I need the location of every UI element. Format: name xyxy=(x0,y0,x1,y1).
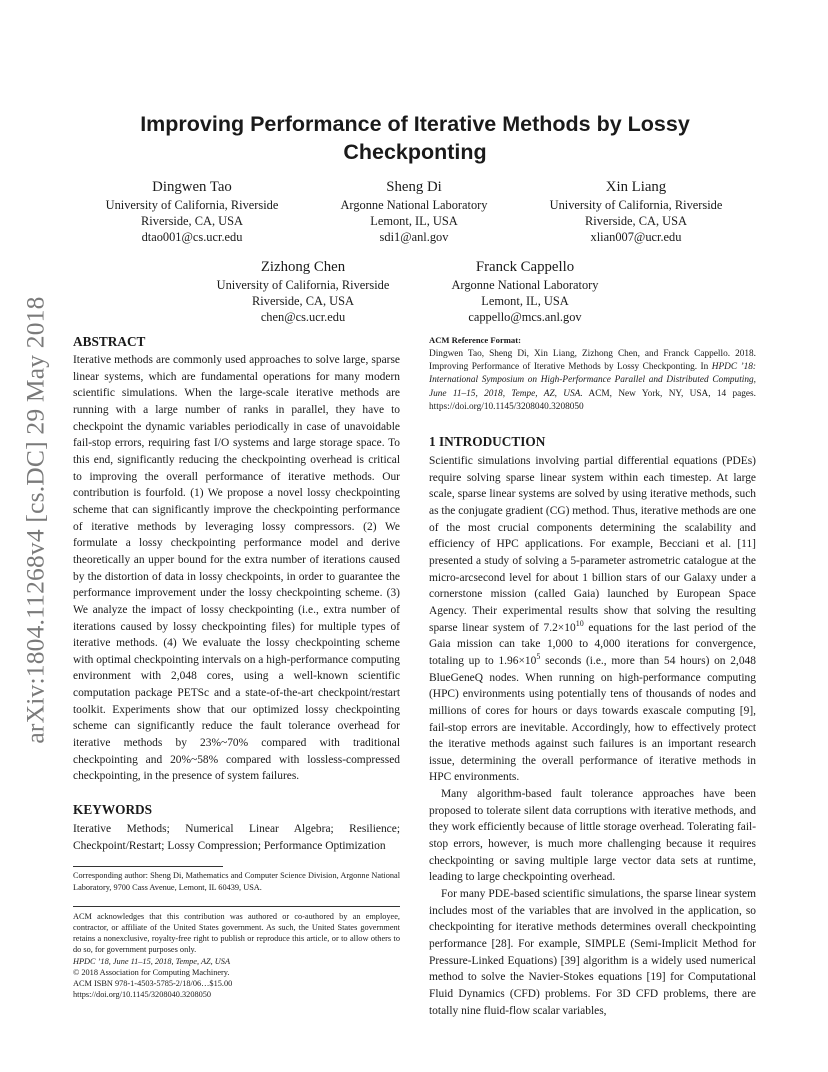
introduction-paragraph: Many algorithm-based fault tolerance approaches have been proposed to tolerate silent data corruptions with iterative methods, and they work efficiently because of little storage overhead. Tolerating fail-stop errors, however, is much more challenging because it requires checkpointing or saving multiple large vector data sets at runtime, leading to large checkpointing overhead. xyxy=(429,788,756,884)
author-email: sdi1@anl.gov xyxy=(379,230,449,245)
author-block xyxy=(425,258,625,326)
acm-reference-publisher: ACM, New York, NY, USA, 14 pages. https://doi.org/10.1145/3208040.3208050 xyxy=(429,388,756,412)
author-affiliation: University of California, Riverside xyxy=(549,197,723,212)
acm-reference-venue: HPDC ’18: International Symposium on High-Performance Parallel and Distributed Computing, June 11–15, 2018, Tempe, AZ, USA. xyxy=(429,362,756,399)
author-name: Xin Liang xyxy=(605,179,667,195)
abstract-heading: ABSTRACT xyxy=(73,334,146,349)
paper-title: Improving Performance of Iterative Methods by Lossy Checkponting xyxy=(140,112,690,164)
acm-acknowledgement: ACM acknowledges that this contribution was authored or co-authored by an employee, contractor, or affiliate of the United States government. As such, the United States government retains a nonexclusive, royalty-free right to publish or reproduce this article, or to allow others to do so, for government purposes only. xyxy=(73,911,400,955)
author-affiliation: University of California, Riverside xyxy=(105,197,279,212)
author-name: Franck Cappello xyxy=(475,259,575,275)
author-email: cappello@mcs.anl.gov xyxy=(468,310,582,325)
doi-line: https://doi.org/10.1145/3208040.3208050 xyxy=(73,990,212,1000)
author-block xyxy=(536,178,736,246)
introduction-heading: 1 INTRODUCTION xyxy=(429,434,546,450)
author-location: Riverside, CA, USA xyxy=(585,213,687,228)
introduction-paragraph: For many PDE-based scientific simulations, the sparse linear system includes most of the variables that are involved in the application, so checkpointing for iterative methods determines overall checkpointing performance [28]. For example, SIMPLE (Semi-Implicit Method for Pressure-Linked Equations) [39] algorithm is a widely used numerical method to solve the Navier-Stokes equations [19] for Computational Fluid Dynamics (CFD) problems. For 3D CFD problems, there are totally nine fluid-flow scalar variables, xyxy=(429,888,756,1017)
author-location: Riverside, CA, USA xyxy=(141,213,243,228)
copyright-line: © 2018 Association for Computing Machinery. xyxy=(73,967,230,977)
superscript-exponent: 5 xyxy=(536,652,541,662)
author-location: Riverside, CA, USA xyxy=(252,293,354,308)
author-name: Sheng Di xyxy=(386,179,442,195)
intro-text: Scientific simulations involving partial differential equations (PDEs) require solving sparse linear system within each timestep. At large scale, sparse linear systems are solved by using iterative methods, such as the conjugate gradient (CG) method. Thus, iterative methods are one of the most crucial components determining the scalability and efficiency of HPC applications. For example, Becciani et al. [11] presented a study of solving a 5-parameter astrometric catalogue at the micro-arcsecond level for about 1 billion stars of our Galaxy under a cornerstone mission (called Gaia) launched by European Space Agency. Their experimental results show that solving the resulting sparse linear system of 7.2×10 xyxy=(429,455,756,634)
author-location: Lemont, IL, USA xyxy=(481,293,569,308)
author-affiliation: University of California, Riverside xyxy=(216,277,390,292)
footnote-rule xyxy=(73,866,223,867)
isbn-line: ACM ISBN 978-1-4503-5785-2/18/06…$15.00 xyxy=(73,979,233,988)
introduction-paragraph xyxy=(429,453,756,786)
author-block xyxy=(314,178,514,246)
keywords-text: Iterative Methods; Numerical Linear Algebra; Resilience; Checkpoint/Restart; Lossy Compression; Performance Optimization xyxy=(73,823,400,852)
superscript-exponent: 10 xyxy=(575,618,584,628)
acm-reference-text xyxy=(429,348,756,414)
author-email: dtao001@cs.ucr.edu xyxy=(141,230,243,245)
author-email: xlian007@ucr.edu xyxy=(590,230,682,245)
acm-reference-authors: Dingwen Tao, Sheng Di, Xin Liang, Zizhong Chen, and Franck Cappello. 2018. Improving Performance of Iterative Methods by Lossy Checkponting. In xyxy=(429,349,756,373)
left-column xyxy=(73,334,400,1000)
author-affiliation: Argonne National Laboratory xyxy=(340,197,488,212)
arxiv-identifier xyxy=(20,270,52,770)
author-affiliation: Argonne National Laboratory xyxy=(451,277,599,292)
author-block xyxy=(92,178,292,246)
intro-text: seconds (i.e., more than 54 hours) on 2,048 BlueGeneQ nodes. When running on high-performance computing (HPC) environments using potentially tens of thousands of nodes and millions of cores for hours or days towards exascale computing [9], fail-stop errors are inevitable. Accordingly, how to effectively protect the iterative methods against such failures is an important research issue, determining the overall performance of iterative methods in HPC environments. xyxy=(429,654,756,784)
copyright-rule xyxy=(73,906,400,907)
arxiv-identifier-text: arXiv:1804.11268v4 [cs.DC] 29 May 2018 xyxy=(21,296,51,744)
author-name: Zizhong Chen xyxy=(260,259,346,275)
conference-line: HPDC ’18, June 11–15, 2018, Tempe, AZ, USA xyxy=(73,956,231,966)
right-column xyxy=(429,335,756,1019)
intro-text: equations for the last period of the Gaia mission can take 1,000 to 4,000 iterations for convergence, totaling up to 1.96×10 xyxy=(429,621,756,667)
keywords-heading: KEYWORDS xyxy=(73,802,153,818)
abstract-text: Iterative methods are commonly used approaches to solve large, sparse linear systems, which are fundamental operations for many modern scientific simulations. When the large-scale iterative methods are running with a large number of ranks in parallel, they have to checkpoint the dynamic variables periodically in case of unavoidable fail-stop errors, requiring fast I/O systems and large storage space. To this end, significantly reducing the checkpointing overhead is critical to improving the overall performance of iterative methods. Our contribution is fourfold. (1) We propose a novel lossy checkpointing scheme that can significantly improve the checkpointing performance of iterative methods by leveraging lossy compressors. (2) We formulate a lossy checkpointing performance model and derive theoretically an upper bound for the extra number of iterations caused by the distortion of data in lossy checkpoints, in order to guarantee the performance improvement under the lossy checkpointing scheme. (3) We analyze the impact of lossy checkpointing (i.e., extra number of iterations caused by lossy checkpointing files) for multiple types of iterative methods. (4) We evaluate the lossy checkpointing scheme with optimal checkpointing intervals on a high-performance computing environment with 2,048 cores, using a well-known scientific computation package PETSc and a state-of-the-art checkpoint/restart toolkit. Experiments show that our optimized lossy checkpointing scheme can significantly reduce the fault tolerance overhead for iterative methods by 23%~70% compared with traditional checkpointing and 20%~58% compared with lossless-compressed checkpointing, in the presence of system failures. xyxy=(73,354,400,783)
author-email: chen@cs.ucr.edu xyxy=(260,310,346,325)
corresponding-author-note: Corresponding author: Sheng Di, Mathematics and Computer Science Division, Argonne National Laboratory, 9700 Cass Avenue, Lemont, IL 60439, USA. xyxy=(73,871,400,892)
author-location: Lemont, IL, USA xyxy=(370,213,458,228)
author-name: Dingwen Tao xyxy=(152,179,232,195)
acm-reference-heading: ACM Reference Format: xyxy=(429,335,521,345)
author-block xyxy=(203,258,403,326)
